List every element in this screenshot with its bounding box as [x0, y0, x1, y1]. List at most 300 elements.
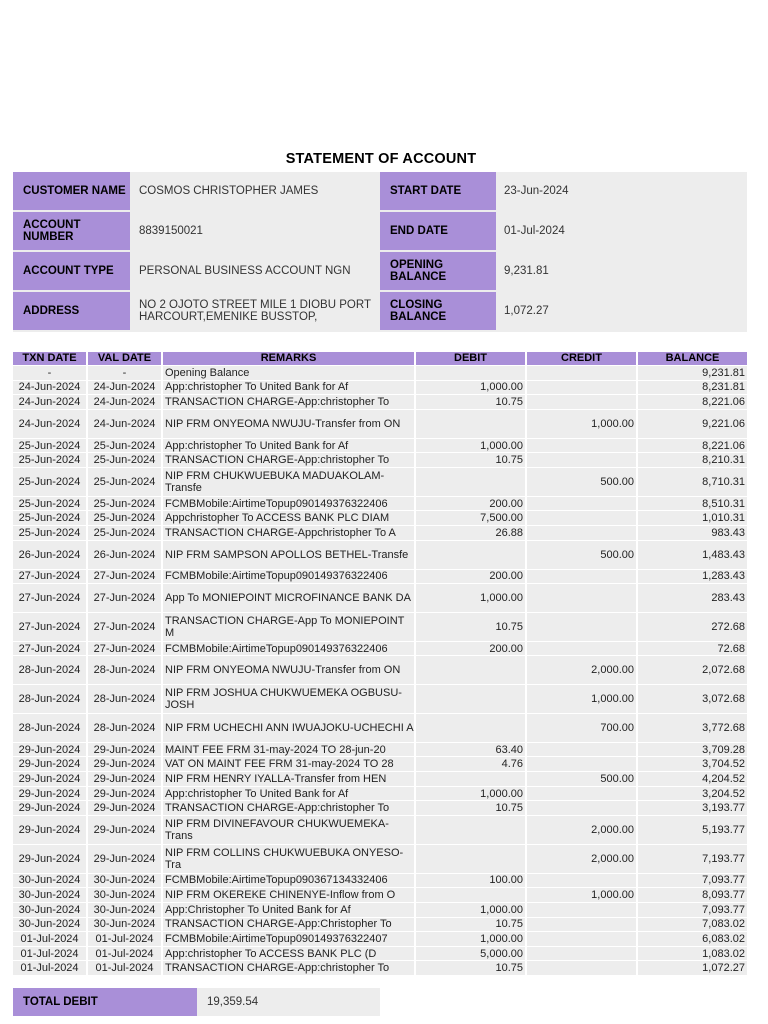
txn-date-cell-text: 27-Jun-2024	[18, 620, 81, 633]
debit-cell	[416, 381, 525, 395]
credit-cell-text: 2,000.00	[591, 823, 634, 836]
txn-date-cell	[13, 903, 86, 917]
remarks-cell-text: TRANSACTION CHARGE-App:christopher To	[165, 962, 390, 975]
credit-cell	[527, 570, 636, 584]
val-date-cell	[88, 947, 161, 961]
remarks-cell-text: VAT ON MAINT FEE FRM 31-may-2024 TO 28	[165, 758, 394, 771]
debit-cell	[416, 947, 525, 961]
total-debit-label: TOTAL DEBIT	[13, 988, 197, 1016]
balance-cell	[638, 757, 747, 771]
debit-cell	[416, 541, 525, 569]
balance-cell-text: 5,193.77	[702, 823, 745, 836]
txn-date-cell	[13, 541, 86, 569]
val-date-cell	[88, 439, 161, 453]
credit-cell	[527, 541, 636, 569]
debit-cell	[416, 787, 525, 801]
txn-date-cell-text: 25-Jun-2024	[18, 526, 81, 539]
remarks-cell	[163, 772, 414, 786]
txn-date-cell	[13, 874, 86, 888]
val-date-cell	[88, 961, 161, 975]
txn-date-cell	[13, 439, 86, 453]
debit-cell-text: 10.75	[495, 454, 523, 467]
val-date-cell	[88, 613, 161, 641]
val-date-cell	[88, 511, 161, 525]
balance-cell	[638, 961, 747, 975]
balance-cell-text: 283.43	[711, 592, 745, 605]
val-date-cell	[88, 410, 161, 438]
remarks-cell-text: FCMBMobile:AirtimeTopup090367134332406	[165, 874, 388, 887]
val-date-cell-text: 25-Jun-2024	[93, 526, 156, 539]
opening-balance-label: OPENING BALANCE	[380, 252, 496, 290]
remarks-cell-text: TRANSACTION CHARGE-App:Christopher To	[165, 918, 392, 931]
remarks-cell-text: NIP FRM ONYEOMA NWUJU-Transfer from ON	[165, 417, 401, 430]
txn-date-cell	[13, 497, 86, 511]
txn-date-cell	[13, 656, 86, 684]
val-date-cell	[88, 903, 161, 917]
address-value: NO 2 OJOTO STREET MILE 1 DIOBU PORT HARCOURT,EMENIKE BUSSTOP,	[139, 298, 371, 323]
remarks-cell-text: TRANSACTION CHARGE-App To MONIEPOINT M	[165, 614, 405, 639]
credit-cell	[527, 743, 636, 757]
table-row	[13, 845, 747, 874]
debit-cell	[416, 453, 525, 467]
balance-cell-text: 6,083.02	[702, 932, 745, 945]
debit-cell-text: 1,000.00	[480, 439, 523, 452]
txn-date-cell-text: -	[47, 366, 52, 379]
remarks-cell	[163, 787, 414, 801]
txn-date-cell	[13, 685, 86, 713]
balance-cell-text: 2,072.68	[702, 664, 745, 677]
debit-cell	[416, 584, 525, 612]
balance-cell-text: 1,010.31	[702, 512, 745, 525]
balance-cell	[638, 642, 747, 656]
val-date-cell-text: 29-Jun-2024	[93, 772, 156, 785]
balance-cell-text: 72.68	[717, 642, 745, 655]
val-date-cell-text: 29-Jun-2024	[93, 743, 156, 756]
table-row	[13, 757, 747, 772]
table-row	[13, 816, 747, 845]
remarks-cell	[163, 743, 414, 757]
remarks-cell-text: App:christopher To United Bank for Af	[165, 381, 349, 394]
txn-date-cell	[13, 584, 86, 612]
balance-cell-text: 983.43	[711, 526, 745, 539]
val-date-cell-text: 01-Jul-2024	[95, 932, 154, 945]
credit-cell	[527, 757, 636, 771]
remarks-cell	[163, 439, 414, 453]
remarks-cell-text: NIP FRM SAMPSON APOLLOS BETHEL-Transfe	[165, 548, 409, 561]
address-label: ADDRESS	[13, 292, 130, 330]
remarks-cell-text: FCMBMobile:AirtimeTopup090149376322406	[165, 570, 388, 583]
debit-cell	[416, 801, 525, 815]
debit-cell-text: 200.00	[489, 497, 523, 510]
val-date-cell-text: 29-Jun-2024	[93, 852, 156, 865]
remarks-cell	[163, 947, 414, 961]
credit-cell	[527, 468, 636, 496]
balance-cell	[638, 787, 747, 801]
credit-cell	[527, 816, 636, 844]
table-row	[13, 947, 747, 962]
table-row	[13, 642, 747, 657]
val-date-cell-text: 30-Jun-2024	[93, 889, 156, 902]
remarks-cell	[163, 395, 414, 409]
txn-date-cell-text: 30-Jun-2024	[18, 903, 81, 916]
remarks-cell-text: TRANSACTION CHARGE-App:christopher To	[165, 802, 390, 815]
txn-date-cell-text: 25-Jun-2024	[18, 512, 81, 525]
balance-cell-text: 8,221.06	[702, 439, 745, 452]
val-date-cell	[88, 497, 161, 511]
debit-cell-text: 10.75	[495, 620, 523, 633]
balance-cell	[638, 685, 747, 713]
txn-date-cell-text: 24-Jun-2024	[18, 396, 81, 409]
balance-cell	[638, 468, 747, 496]
table-row	[13, 453, 747, 468]
balance-cell	[638, 714, 747, 742]
debit-cell	[416, 932, 525, 946]
txn-date-cell-text: 28-Jun-2024	[18, 693, 81, 706]
val-date-cell	[88, 845, 161, 873]
remarks-cell	[163, 888, 414, 902]
table-row	[13, 801, 747, 816]
remarks-cell	[163, 453, 414, 467]
debit-cell-text: 10.75	[495, 918, 523, 931]
balance-cell-text: 272.68	[711, 620, 745, 633]
remarks-cell-text: App To MONIEPOINT MICROFINANCE BANK DA	[165, 592, 411, 605]
credit-cell	[527, 903, 636, 917]
debit-cell	[416, 439, 525, 453]
table-row	[13, 439, 747, 454]
remarks-cell	[163, 816, 414, 844]
credit-cell	[527, 685, 636, 713]
txn-date-cell-text: 29-Jun-2024	[18, 772, 81, 785]
credit-cell	[527, 439, 636, 453]
col-header-txn-date: TXN DATE	[13, 352, 86, 365]
table-row	[13, 743, 747, 758]
debit-cell	[416, 743, 525, 757]
credit-cell-text: 1,000.00	[591, 889, 634, 902]
remarks-cell	[163, 685, 414, 713]
txn-date-cell	[13, 918, 86, 932]
remarks-cell-text: NIP FRM HENRY IYALLA-Transfer from HEN	[165, 772, 387, 785]
balance-cell-text: 1,283.43	[702, 570, 745, 583]
val-date-cell-text: 25-Jun-2024	[93, 512, 156, 525]
debit-cell	[416, 656, 525, 684]
credit-cell	[527, 845, 636, 873]
txn-date-cell-text: 25-Jun-2024	[18, 439, 81, 452]
val-date-cell-text: 29-Jun-2024	[93, 787, 156, 800]
balance-cell	[638, 743, 747, 757]
table-row	[13, 497, 747, 512]
txn-date-cell-text: 25-Jun-2024	[18, 497, 81, 510]
txn-date-cell	[13, 845, 86, 873]
txn-date-cell	[13, 961, 86, 975]
balance-cell-text: 7,083.02	[702, 918, 745, 931]
start-date-label: START DATE	[380, 172, 496, 210]
val-date-cell-text: 24-Jun-2024	[93, 396, 156, 409]
table-row	[13, 395, 747, 410]
remarks-cell-text: Opening Balance	[165, 366, 250, 379]
val-date-cell-text: 29-Jun-2024	[93, 758, 156, 771]
remarks-cell-text: TRANSACTION CHARGE-App:christopher To	[165, 396, 390, 409]
val-date-cell	[88, 526, 161, 540]
txn-date-cell	[13, 714, 86, 742]
page-title: STATEMENT OF ACCOUNT	[285, 151, 477, 167]
remarks-cell-text: NIP FRM CHUKWUEBUKA MADUAKOLAM-Transfe	[165, 469, 385, 494]
txn-date-cell	[13, 772, 86, 786]
balance-cell-text: 3,193.77	[702, 802, 745, 815]
txn-date-cell	[13, 757, 86, 771]
balance-cell-text: 3,204.52	[702, 787, 745, 800]
val-date-cell	[88, 366, 161, 380]
val-date-cell	[88, 656, 161, 684]
credit-cell	[527, 584, 636, 612]
balance-cell	[638, 772, 747, 786]
remarks-cell	[163, 584, 414, 612]
table-row	[13, 410, 747, 439]
val-date-cell	[88, 570, 161, 584]
debit-cell-text: 10.75	[495, 802, 523, 815]
closing-balance-label: CLOSING BALANCE	[380, 292, 496, 330]
val-date-cell	[88, 874, 161, 888]
remarks-cell-text: MAINT FEE FRM 31-may-2024 TO 28-jun-20	[165, 743, 386, 756]
debit-cell	[416, 816, 525, 844]
txn-date-cell-text: 29-Jun-2024	[18, 743, 81, 756]
val-date-cell-text: 27-Jun-2024	[93, 570, 156, 583]
balance-cell	[638, 584, 747, 612]
table-row	[13, 541, 747, 570]
account-type-value: PERSONAL BUSINESS ACCOUNT NGN	[139, 264, 351, 277]
val-date-cell	[88, 541, 161, 569]
debit-cell	[416, 497, 525, 511]
remarks-cell	[163, 381, 414, 395]
txn-date-cell	[13, 410, 86, 438]
remarks-cell-text: NIP FRM UCHECHI ANN IWUAJOKU-UCHECHI A	[165, 721, 414, 734]
remarks-cell-text: NIP FRM ONYEOMA NWUJU-Transfer from ON	[165, 664, 401, 677]
debit-cell	[416, 685, 525, 713]
val-date-cell-text: 25-Jun-2024	[93, 475, 156, 488]
txn-date-cell-text: 24-Jun-2024	[18, 381, 81, 394]
debit-cell	[416, 961, 525, 975]
remarks-cell	[163, 410, 414, 438]
remarks-cell-text: NIP FRM JOSHUA CHUKWUEMEKA OGBUSU-JOSH	[165, 687, 402, 712]
balance-cell	[638, 801, 747, 815]
val-date-cell-text: 27-Jun-2024	[93, 642, 156, 655]
debit-cell	[416, 642, 525, 656]
balance-cell	[638, 453, 747, 467]
remarks-cell-text: App:christopher To United Bank for Af	[165, 787, 349, 800]
remarks-cell	[163, 932, 414, 946]
balance-cell	[638, 903, 747, 917]
table-row	[13, 656, 747, 685]
balance-cell	[638, 366, 747, 380]
debit-cell-text: 26.88	[495, 526, 523, 539]
debit-cell-text: 200.00	[489, 642, 523, 655]
balance-cell-text: 7,193.77	[702, 852, 745, 865]
table-row	[13, 526, 747, 541]
debit-cell-text: 1,000.00	[480, 903, 523, 916]
txn-date-cell	[13, 511, 86, 525]
remarks-cell	[163, 541, 414, 569]
balance-cell	[638, 541, 747, 569]
val-date-cell-text: 28-Jun-2024	[93, 664, 156, 677]
table-row	[13, 888, 747, 903]
debit-cell-text: 1,000.00	[480, 381, 523, 394]
val-date-cell	[88, 787, 161, 801]
balance-cell	[638, 511, 747, 525]
balance-cell	[638, 845, 747, 873]
val-date-cell	[88, 381, 161, 395]
remarks-cell	[163, 642, 414, 656]
credit-cell	[527, 772, 636, 786]
debit-cell	[416, 366, 525, 380]
val-date-cell	[88, 801, 161, 815]
credit-cell	[527, 801, 636, 815]
val-date-cell-text: 26-Jun-2024	[93, 548, 156, 561]
debit-cell	[416, 918, 525, 932]
debit-cell-text: 1,000.00	[480, 592, 523, 605]
val-date-cell-text: 25-Jun-2024	[93, 454, 156, 467]
remarks-cell	[163, 468, 414, 496]
remarks-cell	[163, 497, 414, 511]
balance-cell-text: 9,231.81	[702, 366, 745, 379]
opening-balance-value: 9,231.81	[504, 264, 549, 277]
txn-date-cell-text: 29-Jun-2024	[18, 758, 81, 771]
val-date-cell-text: 24-Jun-2024	[93, 417, 156, 430]
transactions-table-body	[13, 366, 747, 976]
table-row	[13, 932, 747, 947]
credit-cell	[527, 526, 636, 540]
balance-cell	[638, 888, 747, 902]
val-date-cell	[88, 714, 161, 742]
col-header-balance: BALANCE	[638, 352, 747, 365]
remarks-cell-text: App:christopher To United Bank for Af	[165, 439, 349, 452]
table-row	[13, 685, 747, 714]
remarks-cell-text: FCMBMobile:AirtimeTopup090149376322406	[165, 497, 388, 510]
balance-cell	[638, 381, 747, 395]
credit-cell	[527, 511, 636, 525]
debit-cell-text: 10.75	[495, 962, 523, 975]
debit-cell-text: 5,000.00	[480, 947, 523, 960]
debit-cell	[416, 845, 525, 873]
credit-cell	[527, 947, 636, 961]
end-date-label: END DATE	[380, 212, 496, 250]
txn-date-cell	[13, 526, 86, 540]
closing-balance-value: 1,072.27	[504, 304, 549, 317]
balance-cell-text: 9,221.06	[702, 417, 745, 430]
txn-date-cell	[13, 395, 86, 409]
txn-date-cell-text: 26-Jun-2024	[18, 548, 81, 561]
debit-cell-text: 10.75	[495, 396, 523, 409]
txn-date-cell	[13, 570, 86, 584]
debit-cell-text: 7,500.00	[480, 512, 523, 525]
debit-cell-text: 1,000.00	[480, 932, 523, 945]
credit-cell	[527, 714, 636, 742]
debit-cell	[416, 903, 525, 917]
debit-cell	[416, 757, 525, 771]
val-date-cell	[88, 918, 161, 932]
remarks-cell	[163, 918, 414, 932]
val-date-cell-text: 27-Jun-2024	[93, 592, 156, 605]
table-row	[13, 961, 747, 976]
val-date-cell	[88, 888, 161, 902]
txn-date-cell	[13, 453, 86, 467]
credit-cell	[527, 918, 636, 932]
debit-cell-text: 100.00	[489, 874, 523, 887]
val-date-cell-text: 28-Jun-2024	[93, 693, 156, 706]
account-info-panel	[13, 172, 747, 332]
txn-date-cell	[13, 642, 86, 656]
start-date-value: 23-Jun-2024	[504, 184, 569, 197]
remarks-cell	[163, 757, 414, 771]
table-row	[13, 772, 747, 787]
credit-cell	[527, 787, 636, 801]
txn-date-cell	[13, 787, 86, 801]
balance-cell	[638, 439, 747, 453]
val-date-cell-text: 24-Jun-2024	[93, 381, 156, 394]
table-row	[13, 613, 747, 642]
txn-date-cell-text: 28-Jun-2024	[18, 721, 81, 734]
val-date-cell-text: 29-Jun-2024	[93, 823, 156, 836]
col-header-credit: CREDIT	[527, 352, 636, 365]
remarks-cell-text: TRANSACTION CHARGE-App:christopher To	[165, 454, 390, 467]
credit-cell-text: 1,000.00	[591, 417, 634, 430]
txn-date-cell	[13, 947, 86, 961]
remarks-cell-text: Appchristopher To ACCESS BANK PLC DIAM	[165, 512, 390, 525]
val-date-cell	[88, 395, 161, 409]
table-row	[13, 381, 747, 396]
credit-cell-text: 500.00	[600, 475, 634, 488]
txn-date-cell-text: 27-Jun-2024	[18, 642, 81, 655]
txn-date-cell-text: 27-Jun-2024	[18, 570, 81, 583]
balance-cell-text: 8,510.31	[702, 497, 745, 510]
debit-cell-text: 200.00	[489, 570, 523, 583]
txn-date-cell-text: 29-Jun-2024	[18, 852, 81, 865]
remarks-cell	[163, 714, 414, 742]
credit-cell-text: 700.00	[600, 721, 634, 734]
val-date-cell	[88, 772, 161, 786]
table-row	[13, 584, 747, 613]
val-date-cell-text: 01-Jul-2024	[95, 962, 154, 975]
debit-cell	[416, 526, 525, 540]
remarks-cell-text: TRANSACTION CHARGE-Appchristopher To A	[165, 526, 396, 539]
txn-date-cell-text: 30-Jun-2024	[18, 874, 81, 887]
credit-cell	[527, 453, 636, 467]
remarks-cell-text: FCMBMobile:AirtimeTopup090149376322406	[165, 642, 388, 655]
val-date-cell	[88, 468, 161, 496]
credit-cell	[527, 395, 636, 409]
val-date-cell-text: 28-Jun-2024	[93, 721, 156, 734]
debit-cell	[416, 511, 525, 525]
balance-cell-text: 8,093.77	[702, 889, 745, 902]
credit-cell	[527, 497, 636, 511]
balance-cell-text: 3,072.68	[702, 693, 745, 706]
txn-date-cell	[13, 816, 86, 844]
customer-name-label: CUSTOMER NAME	[13, 172, 130, 210]
balance-cell	[638, 570, 747, 584]
remarks-cell	[163, 845, 414, 873]
credit-cell	[527, 366, 636, 380]
balance-cell	[638, 816, 747, 844]
remarks-cell-text: App:Christopher To United Bank for Af	[165, 903, 351, 916]
debit-cell	[416, 410, 525, 438]
balance-cell-text: 7,093.77	[702, 874, 745, 887]
balance-cell	[638, 932, 747, 946]
debit-cell	[416, 874, 525, 888]
credit-cell	[527, 961, 636, 975]
val-date-cell-text: 01-Jul-2024	[95, 947, 154, 960]
balance-cell	[638, 656, 747, 684]
remarks-cell	[163, 961, 414, 975]
table-row	[13, 918, 747, 933]
col-header-debit: DEBIT	[416, 352, 525, 365]
